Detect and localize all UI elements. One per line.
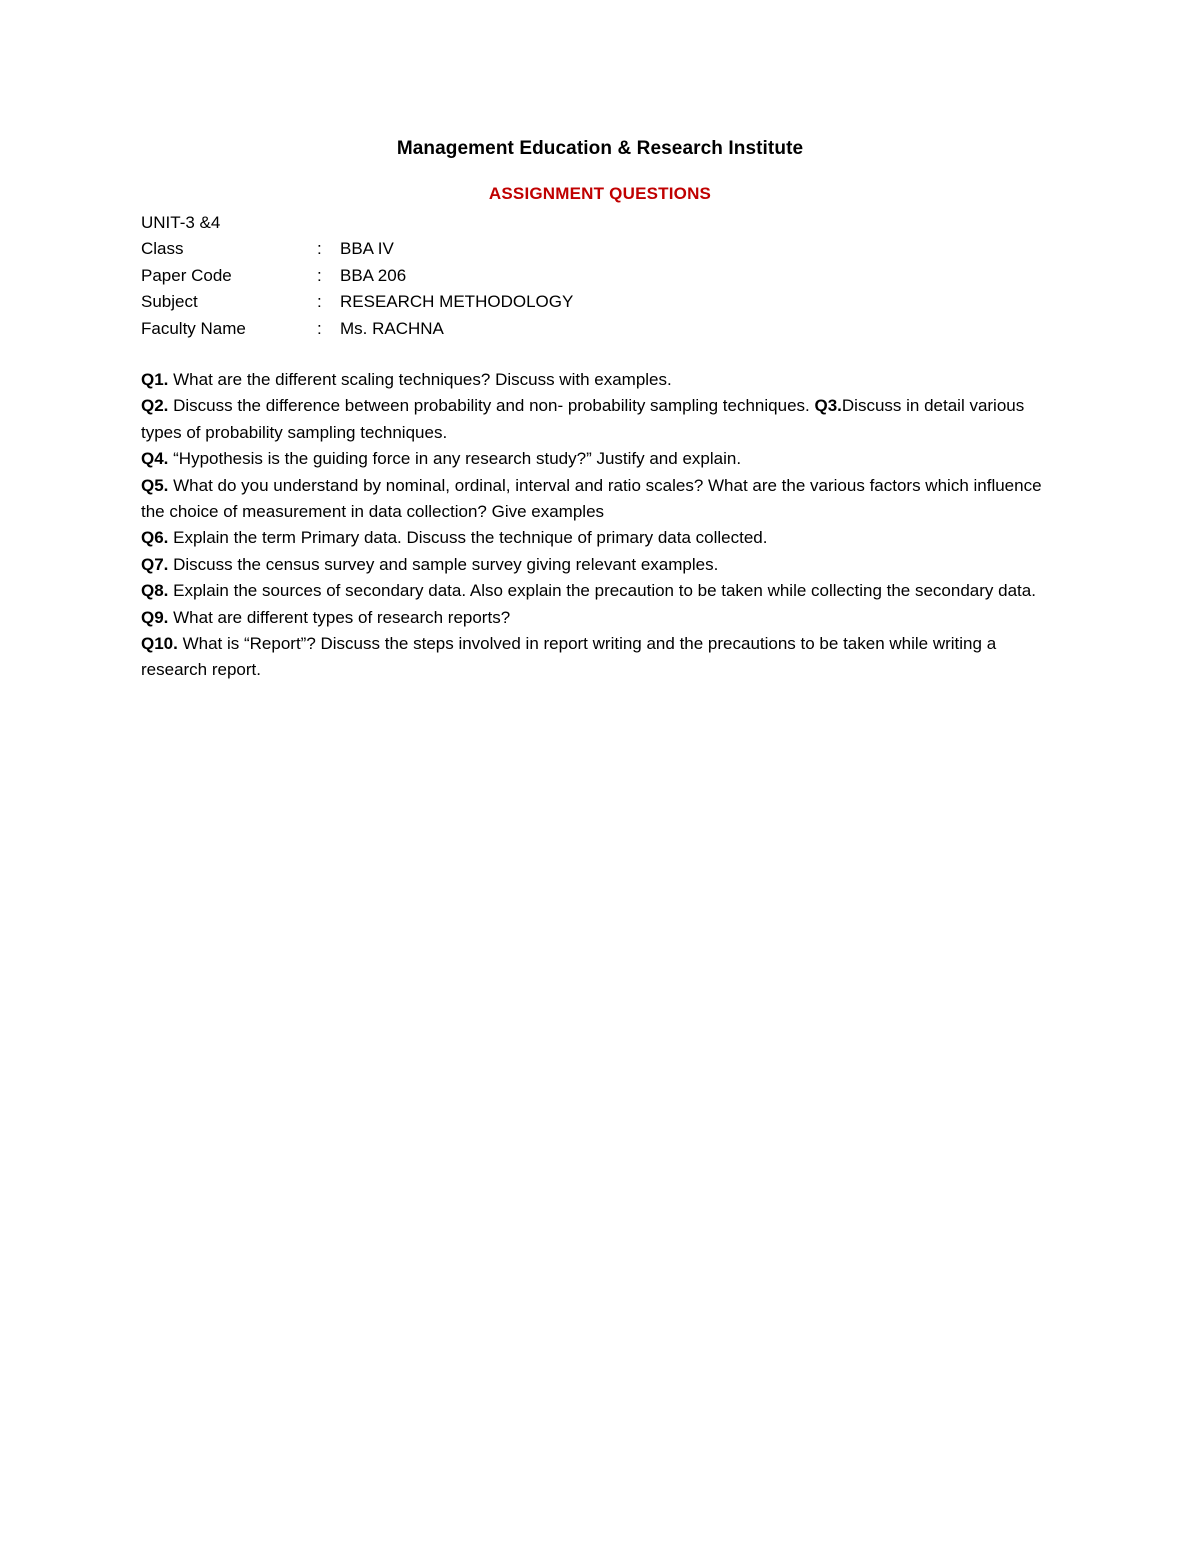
- question-text: Discuss the difference between probability and non- probability sampling techniques.: [168, 396, 815, 416]
- paper-code-value: BBA 206: [340, 265, 407, 285]
- unit-label: UNIT-3 &4: [141, 213, 221, 232]
- question-text: Discuss in detail various types of probability sampling techniques.: [141, 396, 1025, 442]
- question-item: [141, 393, 1053, 446]
- unit-row: [141, 210, 1041, 236]
- class-colon: :: [317, 239, 322, 259]
- question-text: What are the different scaling techniques? Discuss with examples.: [168, 370, 672, 389]
- subject-value: RESEARCH METHODOLOGY: [340, 292, 574, 312]
- question-text: What do you understand by nominal, ordinal, interval and ratio scales? What are the various factors which influence the choice of measurement in data collection? Give examples: [141, 475, 1042, 522]
- faculty-label: Faculty Name: [141, 318, 246, 338]
- question-number: Q3.: [814, 396, 842, 416]
- question-item: [141, 552, 1053, 578]
- paper-code-label: Paper Code: [141, 265, 232, 285]
- question-text: What is “Report”? Discuss the steps involved in report writing and the precautions to be taken while writing a research report.: [141, 634, 997, 680]
- question-text: Explain the sources of secondary data. Also explain the precaution to be taken while collecting the secondary data.: [168, 581, 1036, 601]
- question-text: What are different types of research reports?: [168, 607, 511, 627]
- class-row: [141, 236, 1041, 262]
- paper-code-colon: :: [317, 265, 322, 285]
- question-number: Q8.: [141, 581, 169, 601]
- faculty-value: Ms. RACHNA: [340, 318, 444, 338]
- question-text: Discuss the census survey and sample survey giving relevant examples.: [168, 554, 719, 574]
- institute-title: Management Education & Research Institute: [396, 138, 804, 159]
- question-number: Q7.: [141, 554, 169, 574]
- assignment-title: ASSIGNMENT QUESTIONS: [488, 184, 712, 203]
- question-number: Q1.: [141, 370, 169, 389]
- subject-label: Subject: [141, 292, 198, 312]
- assignment-meta: [141, 210, 1041, 342]
- subject-colon: :: [317, 292, 322, 312]
- faculty-colon: :: [317, 318, 322, 338]
- faculty-row: [141, 316, 1041, 342]
- question-item: [141, 473, 1053, 526]
- question-item: [141, 446, 1053, 472]
- question-text: “Hypothesis is the guiding force in any research study?” Justify and explain.: [168, 449, 742, 469]
- question-number: Q10.: [141, 634, 178, 654]
- subject-row: [141, 289, 1041, 315]
- question-item: [141, 578, 1053, 604]
- class-value: BBA IV: [340, 239, 394, 259]
- question-item: [141, 605, 1053, 631]
- question-number: Q4.: [141, 449, 169, 469]
- question-text: Explain the term Primary data. Discuss the technique of primary data collected.: [168, 528, 768, 548]
- question-number: Q2.: [141, 396, 169, 416]
- question-number: Q5.: [141, 475, 169, 495]
- question-item: [141, 631, 1053, 684]
- question-number: Q9.: [141, 607, 169, 627]
- paper-code-row: [141, 263, 1041, 289]
- question-list: [141, 367, 1053, 684]
- class-label: Class: [141, 239, 184, 259]
- question-item: [141, 525, 1053, 551]
- question-number: Q6.: [141, 528, 169, 548]
- question-item: [141, 367, 1053, 393]
